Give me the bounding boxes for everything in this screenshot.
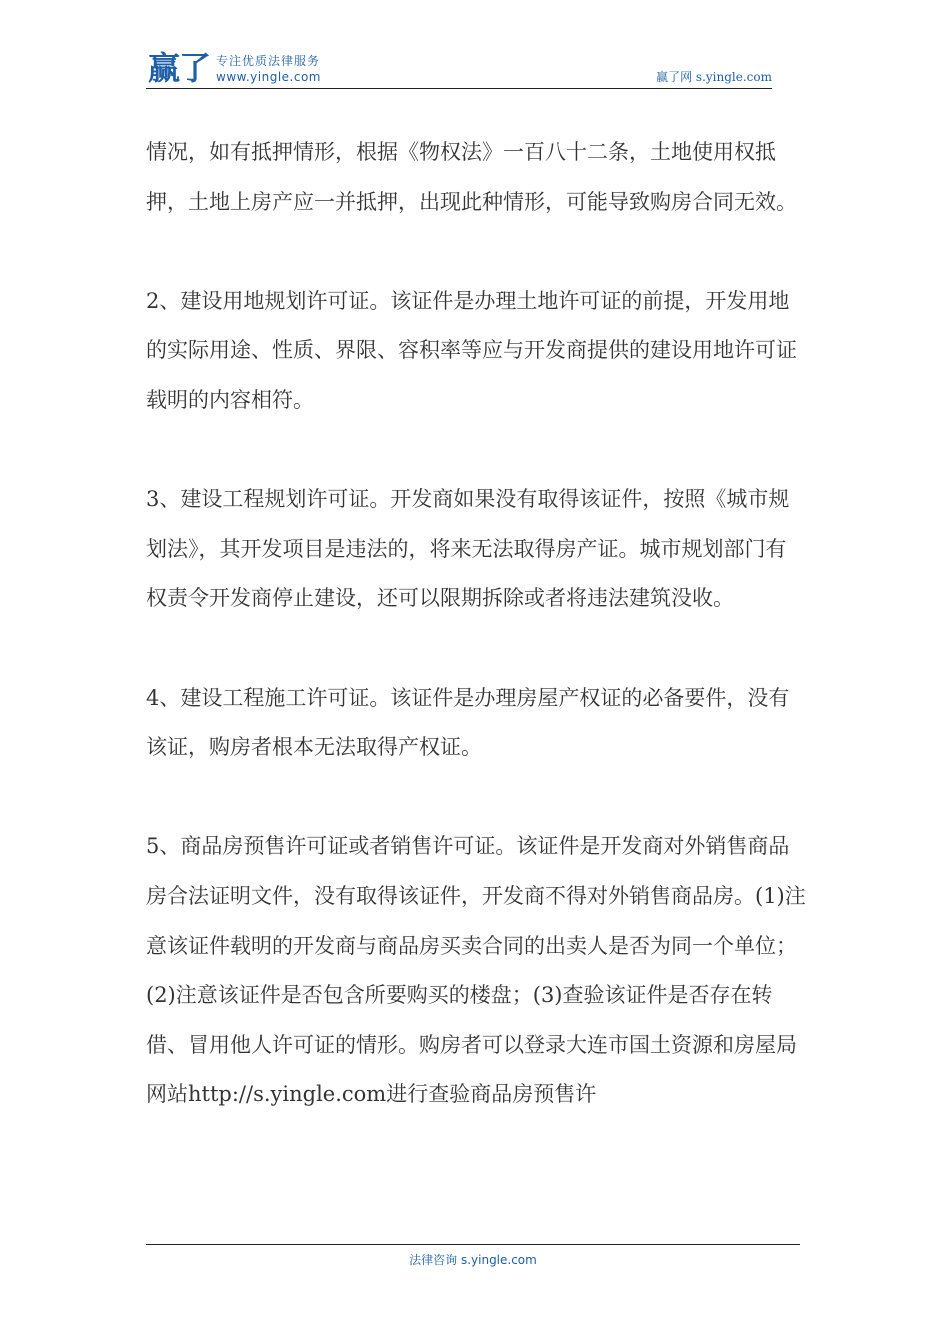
paragraph-land-planning-permit: 2、建设用地规划许可证。该证件是办理土地许可证的前提，开发用地的实际用途、性质、界限、容积率等应与开发商提供的建设用地许可证载明的内容相符。: [146, 288, 797, 412]
paragraph-construction-permit: 4、建设工程施工许可证。该证件是办理房屋产权证的必备要件，没有该证，购房者根本无法取得产权证。: [146, 685, 790, 760]
page-footer: [146, 1244, 800, 1268]
yingle-logo[interactable]: 赢了: [148, 49, 211, 87]
document-body: [146, 128, 806, 1120]
paragraph-continued-mortgage: 情况，如有抵押情形，根据《物权法》一百八十二条，土地使用权抵押，土地上房产应一并抵押，出现此种情形，可能导致购房合同无效。: [146, 140, 797, 214]
header-site-link[interactable]: 赢了网 s.yingle.com: [656, 70, 772, 84]
footer-consult-link[interactable]: 法律咨询 s.yingle.com: [409, 1253, 537, 1267]
page-header: [146, 50, 772, 89]
logo-url[interactable]: www.yingle.com: [216, 70, 321, 84]
paragraph-engineering-planning-permit: 3、建设工程规划许可证。开发商如果没有取得该证件，按照《城市规划法》，其开发项目是违法的，将来无法取得房产证。城市规划部门有权责令开发商停止建设，还可以限期拆除或者将违法建筑没收。: [146, 487, 790, 611]
logo-tagline: 专注优质法律服务: [216, 54, 321, 68]
paragraph-presale-permit: 5、商品房预售许可证或者销售许可证。该证件是开发商对外销售商品房合法证明文件，没有取得该证件，开发商不得对外销售商品房。(1)注意该证件载明的开发商与商品房买卖合同的出卖人是否为同一个单位；(2)注意该证件是否包含所要购买的楼盘；(3)查验该证件是否存在转借、冒用他人许可证的情形。购房者可以登录大连市国土资源和房屋局网站http://s.yingle.com进行查验商品房预售许: [146, 834, 806, 1107]
